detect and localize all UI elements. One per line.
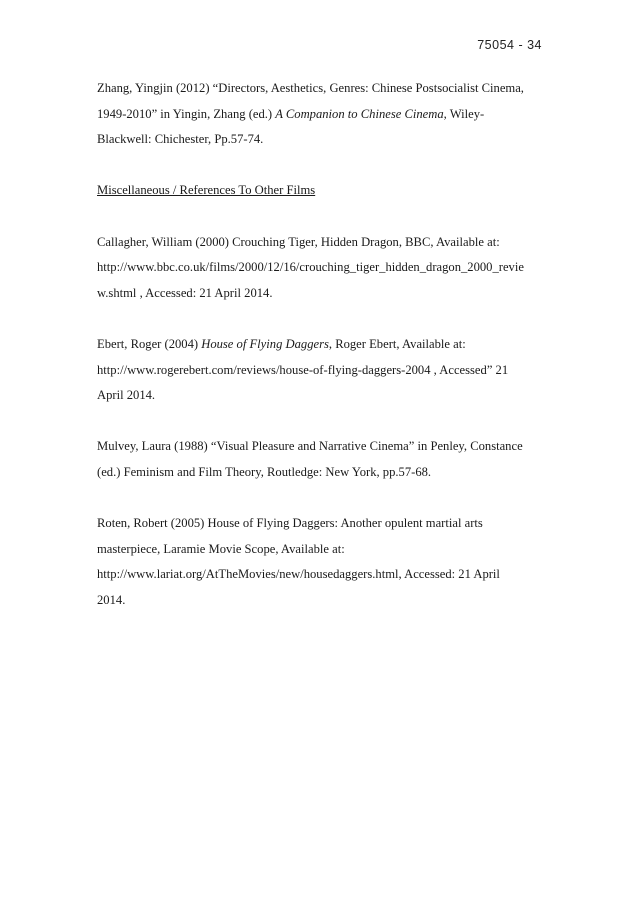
references-body xyxy=(97,76,545,639)
reference-title-italic: House of Flying Daggers xyxy=(201,336,329,351)
reference-url: http://www.rogerebert.com/reviews/house-of-flying-daggers-2004 , Accessed” 21 xyxy=(97,362,509,377)
reference-entry-zhang xyxy=(97,76,545,153)
reference-entry-roten xyxy=(97,511,545,613)
reference-text: 1949-2010” in Yingin, Zhang (ed.) xyxy=(97,106,276,121)
reference-line: Callagher, William (2000) Crouching Tiger, Hidden Dragon, BBC, Available at: xyxy=(97,234,500,249)
reference-entry-callagher xyxy=(97,230,545,307)
reference-line: April 2014. xyxy=(97,388,156,403)
reference-text: , Roger Ebert, Available at: xyxy=(328,336,466,351)
reference-entry-ebert xyxy=(97,332,545,409)
reference-line: Zhang, Yingjin (2012) “Directors, Aesthetics, Genres: Chinese Postsocialist Cinema, xyxy=(97,81,524,95)
reference-line: Roten, Robert (2005) House of Flying Daggers: Another opulent martial arts xyxy=(97,516,483,531)
reference-text: Ebert, Roger (2004) xyxy=(97,336,202,351)
reference-line xyxy=(97,332,545,358)
section-heading: Miscellaneous / References To Other Films xyxy=(97,183,316,198)
reference-title-italic: A Companion to Chinese Cinema xyxy=(275,106,444,121)
reference-line: Blackwell: Chichester, Pp.57-74. xyxy=(97,132,264,147)
reference-text: , Wiley- xyxy=(443,106,485,121)
reference-line: (ed.) Feminism and Film Theory, Routledge: New York, pp.57-68. xyxy=(97,464,432,479)
reference-line: masterpiece, Laramie Movie Scope, Available at: xyxy=(97,541,345,556)
reference-entry-mulvey xyxy=(97,434,545,485)
page-number: 75054 - 34 xyxy=(477,38,542,52)
reference-line: 2014. xyxy=(97,592,126,607)
reference-line: Mulvey, Laura (1988) “Visual Pleasure and Narrative Cinema” in Penley, Constance xyxy=(97,439,523,454)
reference-line xyxy=(97,102,545,128)
reference-url: http://www.bbc.co.uk/films/2000/12/16/crouching_tiger_hidden_dragon_2000_revie xyxy=(97,260,524,275)
reference-line: w.shtml , Accessed: 21 April 2014. xyxy=(97,285,273,300)
reference-url: http://www.lariat.org/AtTheMovies/new/housedaggers.html, Accessed: 21 April xyxy=(97,567,500,582)
